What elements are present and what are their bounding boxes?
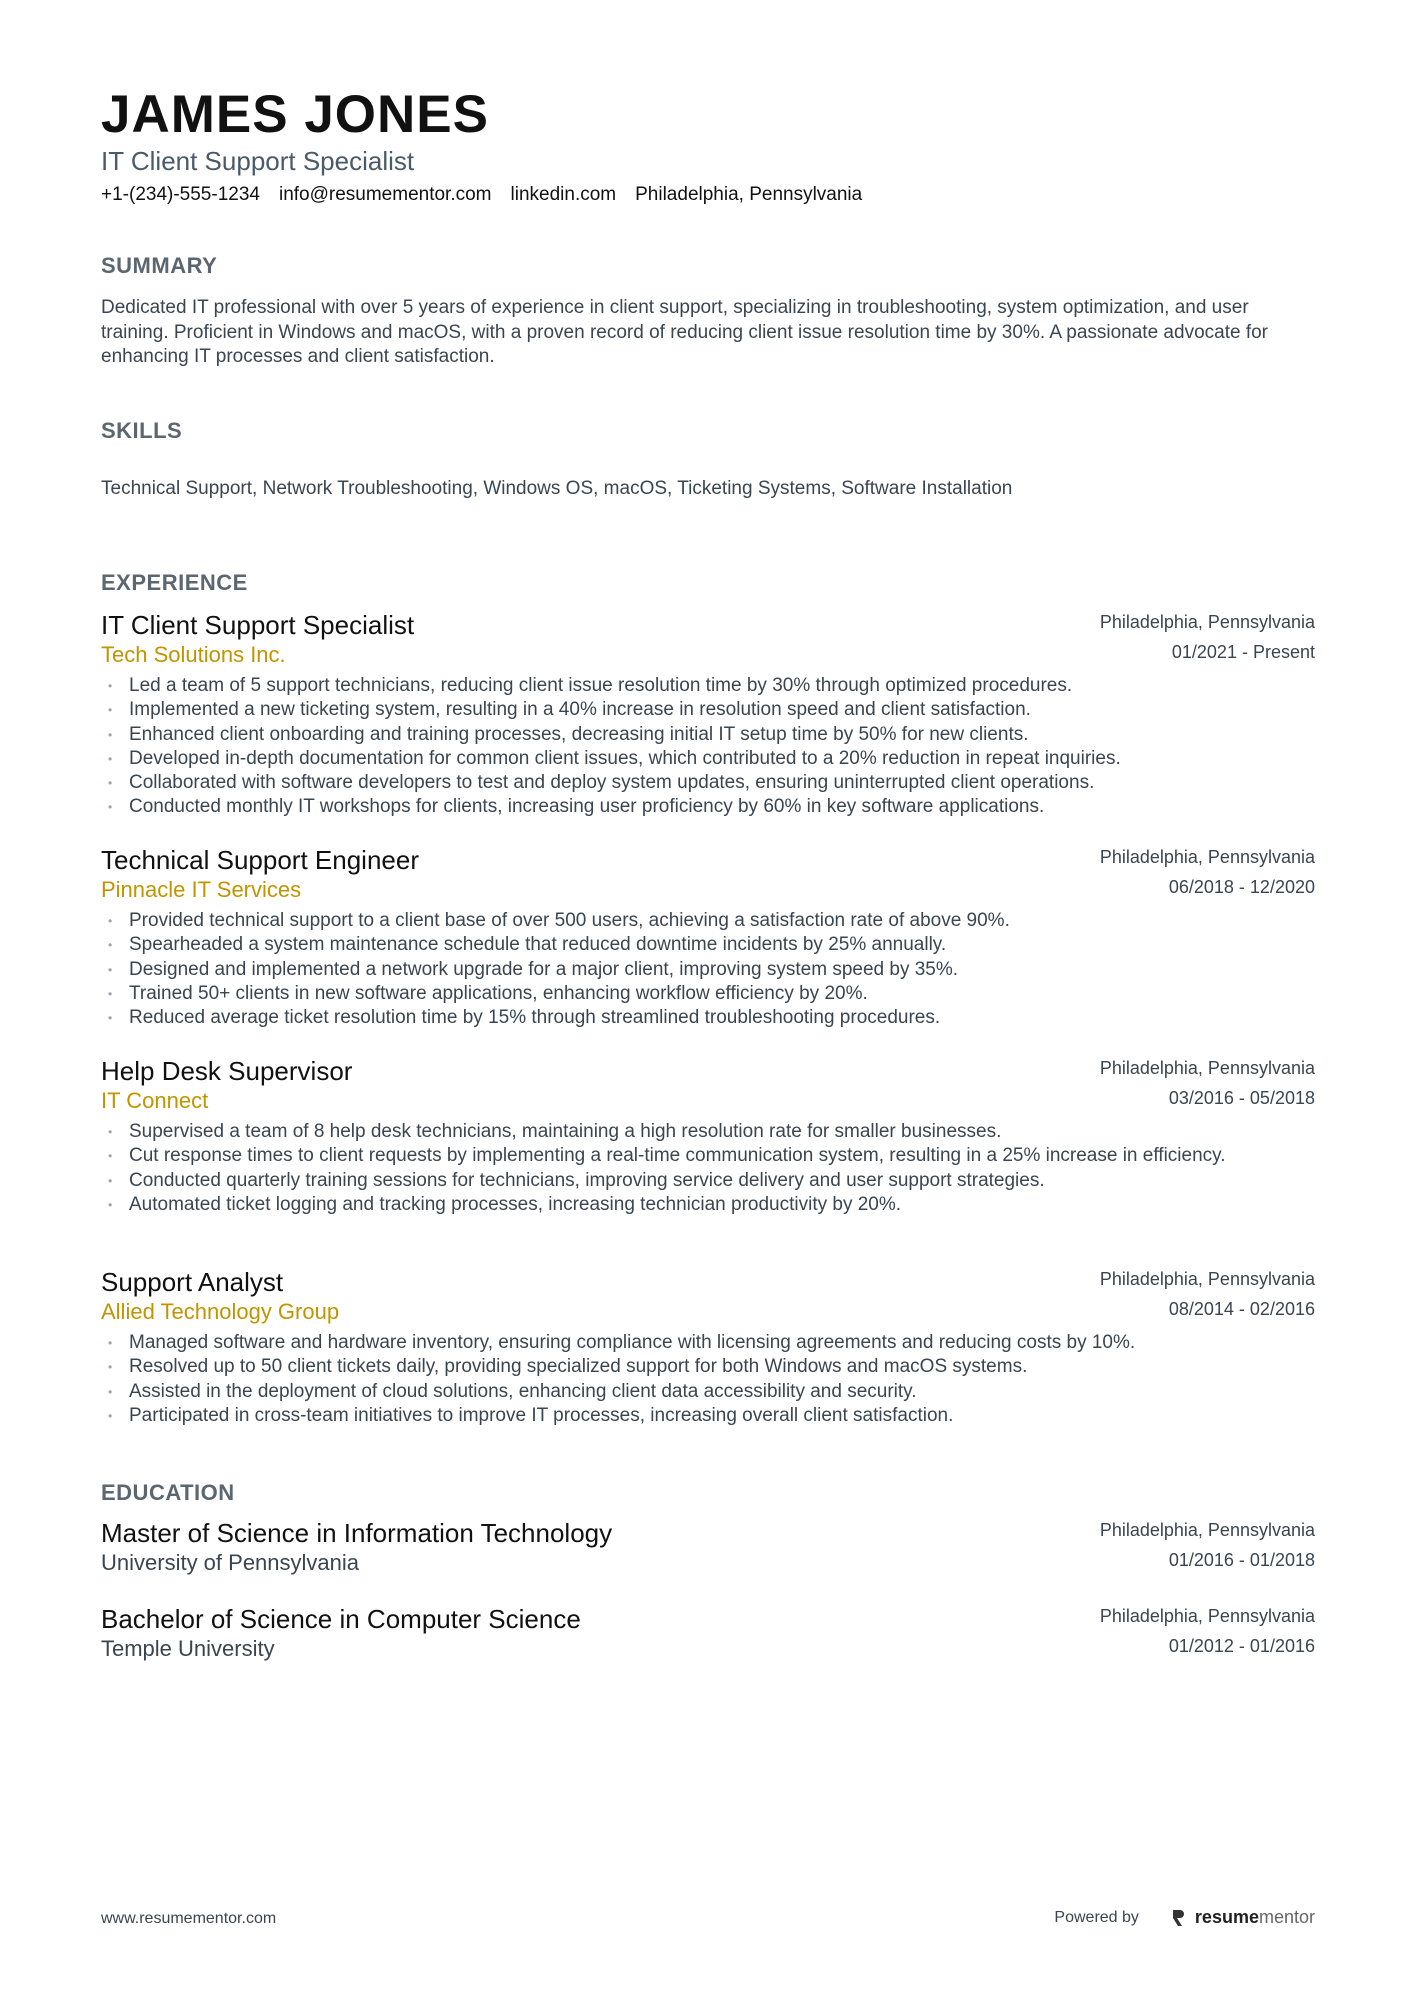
job-company: Allied Technology Group — [101, 1299, 340, 1324]
job-bullet: • Designed and implemented a network upgrade for a major client, improving system speed by 35%. — [101, 958, 1315, 982]
job-company: Pinnacle IT Services — [101, 877, 302, 902]
job-bullet: • Led a team of 5 support technicians, reducing client issue resolution time by 30% through optimized procedures. — [101, 674, 1315, 698]
job-company: IT Connect — [101, 1088, 209, 1113]
summary-text: Dedicated IT professional with over 5 years of experience in client support, specializing in troubleshooting, system optimization, and user training. Proficient in Windows and macOS, with a proven record of reducing client issue resolution time by 30%. A passionate advocate for enhancing IT processes and client satisfaction. — [101, 297, 1268, 367]
summary-heading: SUMMARY — [101, 253, 218, 278]
contact-email[interactable]: info@resumementor.com — [278, 184, 492, 205]
powered-by-label: Powered by — [1054, 1908, 1139, 1926]
footer-url[interactable]: www.resumementor.com — [101, 1910, 277, 1927]
education-dates: 01/2012 - 01/2016 — [1168, 1636, 1315, 1656]
degree-title: Bachelor of Science in Computer Science — [101, 1604, 581, 1634]
candidate-name: JAMES JONES — [101, 85, 490, 144]
candidate-title: IT Client Support Specialist — [101, 146, 415, 176]
job-bullet: • Assisted in the deployment of cloud solutions, enhancing client data accessibility and security. — [101, 1380, 1315, 1404]
job-title: Technical Support Engineer — [101, 845, 419, 875]
contact-phone: +1-(234)-555-1234 — [101, 184, 260, 205]
job-location: Philadelphia, Pennsylvania — [1099, 612, 1315, 632]
school-location: Philadelphia, Pennsylvania — [1099, 1520, 1315, 1540]
job-bullet: • Resolved up to 50 client tickets daily, providing specialized support for both Windows and macOS systems. — [101, 1355, 1315, 1379]
job-bullet: • Provided technical support to a client base of over 500 users, achieving a satisfaction rate of above 90%. — [101, 909, 1315, 933]
brand-bold: resume — [1194, 1907, 1259, 1927]
job-bullets — [101, 674, 1315, 820]
job-bullet: • Collaborated with software developers to test and deploy system updates, ensuring uninterrupted client operations. — [101, 771, 1315, 795]
job-bullets — [101, 1331, 1315, 1428]
job-title: Help Desk Supervisor — [101, 1056, 353, 1086]
contact-linkedin[interactable]: linkedin.com — [510, 184, 617, 205]
brand-light: mentor — [1258, 1907, 1315, 1927]
education-heading: EDUCATION — [101, 1480, 235, 1505]
education-dates: 01/2016 - 01/2018 — [1168, 1550, 1315, 1570]
job-bullets — [101, 1120, 1315, 1217]
brand-logo[interactable] — [1195, 1907, 1315, 1928]
job-dates: 01/2021 - Present — [1171, 642, 1315, 662]
job-dates: 03/2016 - 05/2018 — [1168, 1088, 1315, 1108]
job-location: Philadelphia, Pennsylvania — [1099, 1269, 1315, 1289]
job-company: Tech Solutions Inc. — [101, 642, 286, 667]
job-bullet: • Supervised a team of 8 help desk technicians, maintaining a high resolution rate for smaller businesses. — [101, 1120, 1315, 1144]
job-dates: 06/2018 - 12/2020 — [1168, 877, 1315, 897]
job-bullet: • Participated in cross-team initiatives to improve IT processes, increasing overall client satisfaction. — [101, 1404, 1315, 1428]
school-name: Temple University — [101, 1636, 275, 1661]
skills-text: Technical Support, Network Troubleshooting, Windows OS, macOS, Ticketing Systems, Software Installation — [101, 478, 1013, 499]
skills-heading: SKILLS — [101, 418, 183, 443]
resumementor-logo-icon — [1171, 1908, 1185, 1928]
school-location: Philadelphia, Pennsylvania — [1099, 1606, 1315, 1626]
job-bullet: • Spearheaded a system maintenance schedule that reduced downtime incidents by 25% annually. — [101, 933, 1315, 957]
job-bullet: • Conducted monthly IT workshops for clients, increasing user proficiency by 60% in key software applications. — [101, 795, 1315, 819]
job-bullet: • Cut response times to client requests by implementing a real-time communication system, resulting in a 25% increase in efficiency. — [101, 1144, 1315, 1168]
powered-by — [1054, 1907, 1315, 1928]
experience-heading: EXPERIENCE — [101, 570, 248, 595]
job-title: IT Client Support Specialist — [101, 610, 415, 640]
job-bullet: • Automated ticket logging and tracking processes, increasing technician productivity by 20%. — [101, 1193, 1315, 1217]
job-location: Philadelphia, Pennsylvania — [1099, 1058, 1315, 1078]
job-bullet: • Managed software and hardware inventory, ensuring compliance with licensing agreements and reducing costs by 10%. — [101, 1331, 1315, 1355]
job-title: Support Analyst — [101, 1267, 284, 1297]
job-dates: 08/2014 - 02/2016 — [1168, 1299, 1315, 1319]
job-bullet: • Reduced average ticket resolution time by 15% through streamlined troubleshooting procedures. — [101, 1006, 1315, 1030]
contact-location: Philadelphia, Pennsylvania — [635, 184, 863, 205]
job-bullet: • Enhanced client onboarding and training processes, decreasing initial IT setup time by 50% for new clients. — [101, 723, 1315, 747]
job-bullet: • Conducted quarterly training sessions for technicians, improving service delivery and user support strategies. — [101, 1169, 1315, 1193]
degree-title: Master of Science in Information Technology — [101, 1518, 613, 1548]
job-bullet: • Developed in-depth documentation for common client issues, which contributed to a 20% reduction in repeat inquiries. — [101, 747, 1315, 771]
contact-line — [101, 184, 862, 206]
job-location: Philadelphia, Pennsylvania — [1099, 847, 1315, 867]
job-bullets — [101, 909, 1315, 1030]
job-bullet: • Implemented a new ticketing system, resulting in a 40% increase in resolution speed and client satisfaction. — [101, 698, 1315, 722]
job-bullet: • Trained 50+ clients in new software applications, enhancing workflow efficiency by 20%. — [101, 982, 1315, 1006]
school-name: University of Pennsylvania — [101, 1550, 360, 1575]
